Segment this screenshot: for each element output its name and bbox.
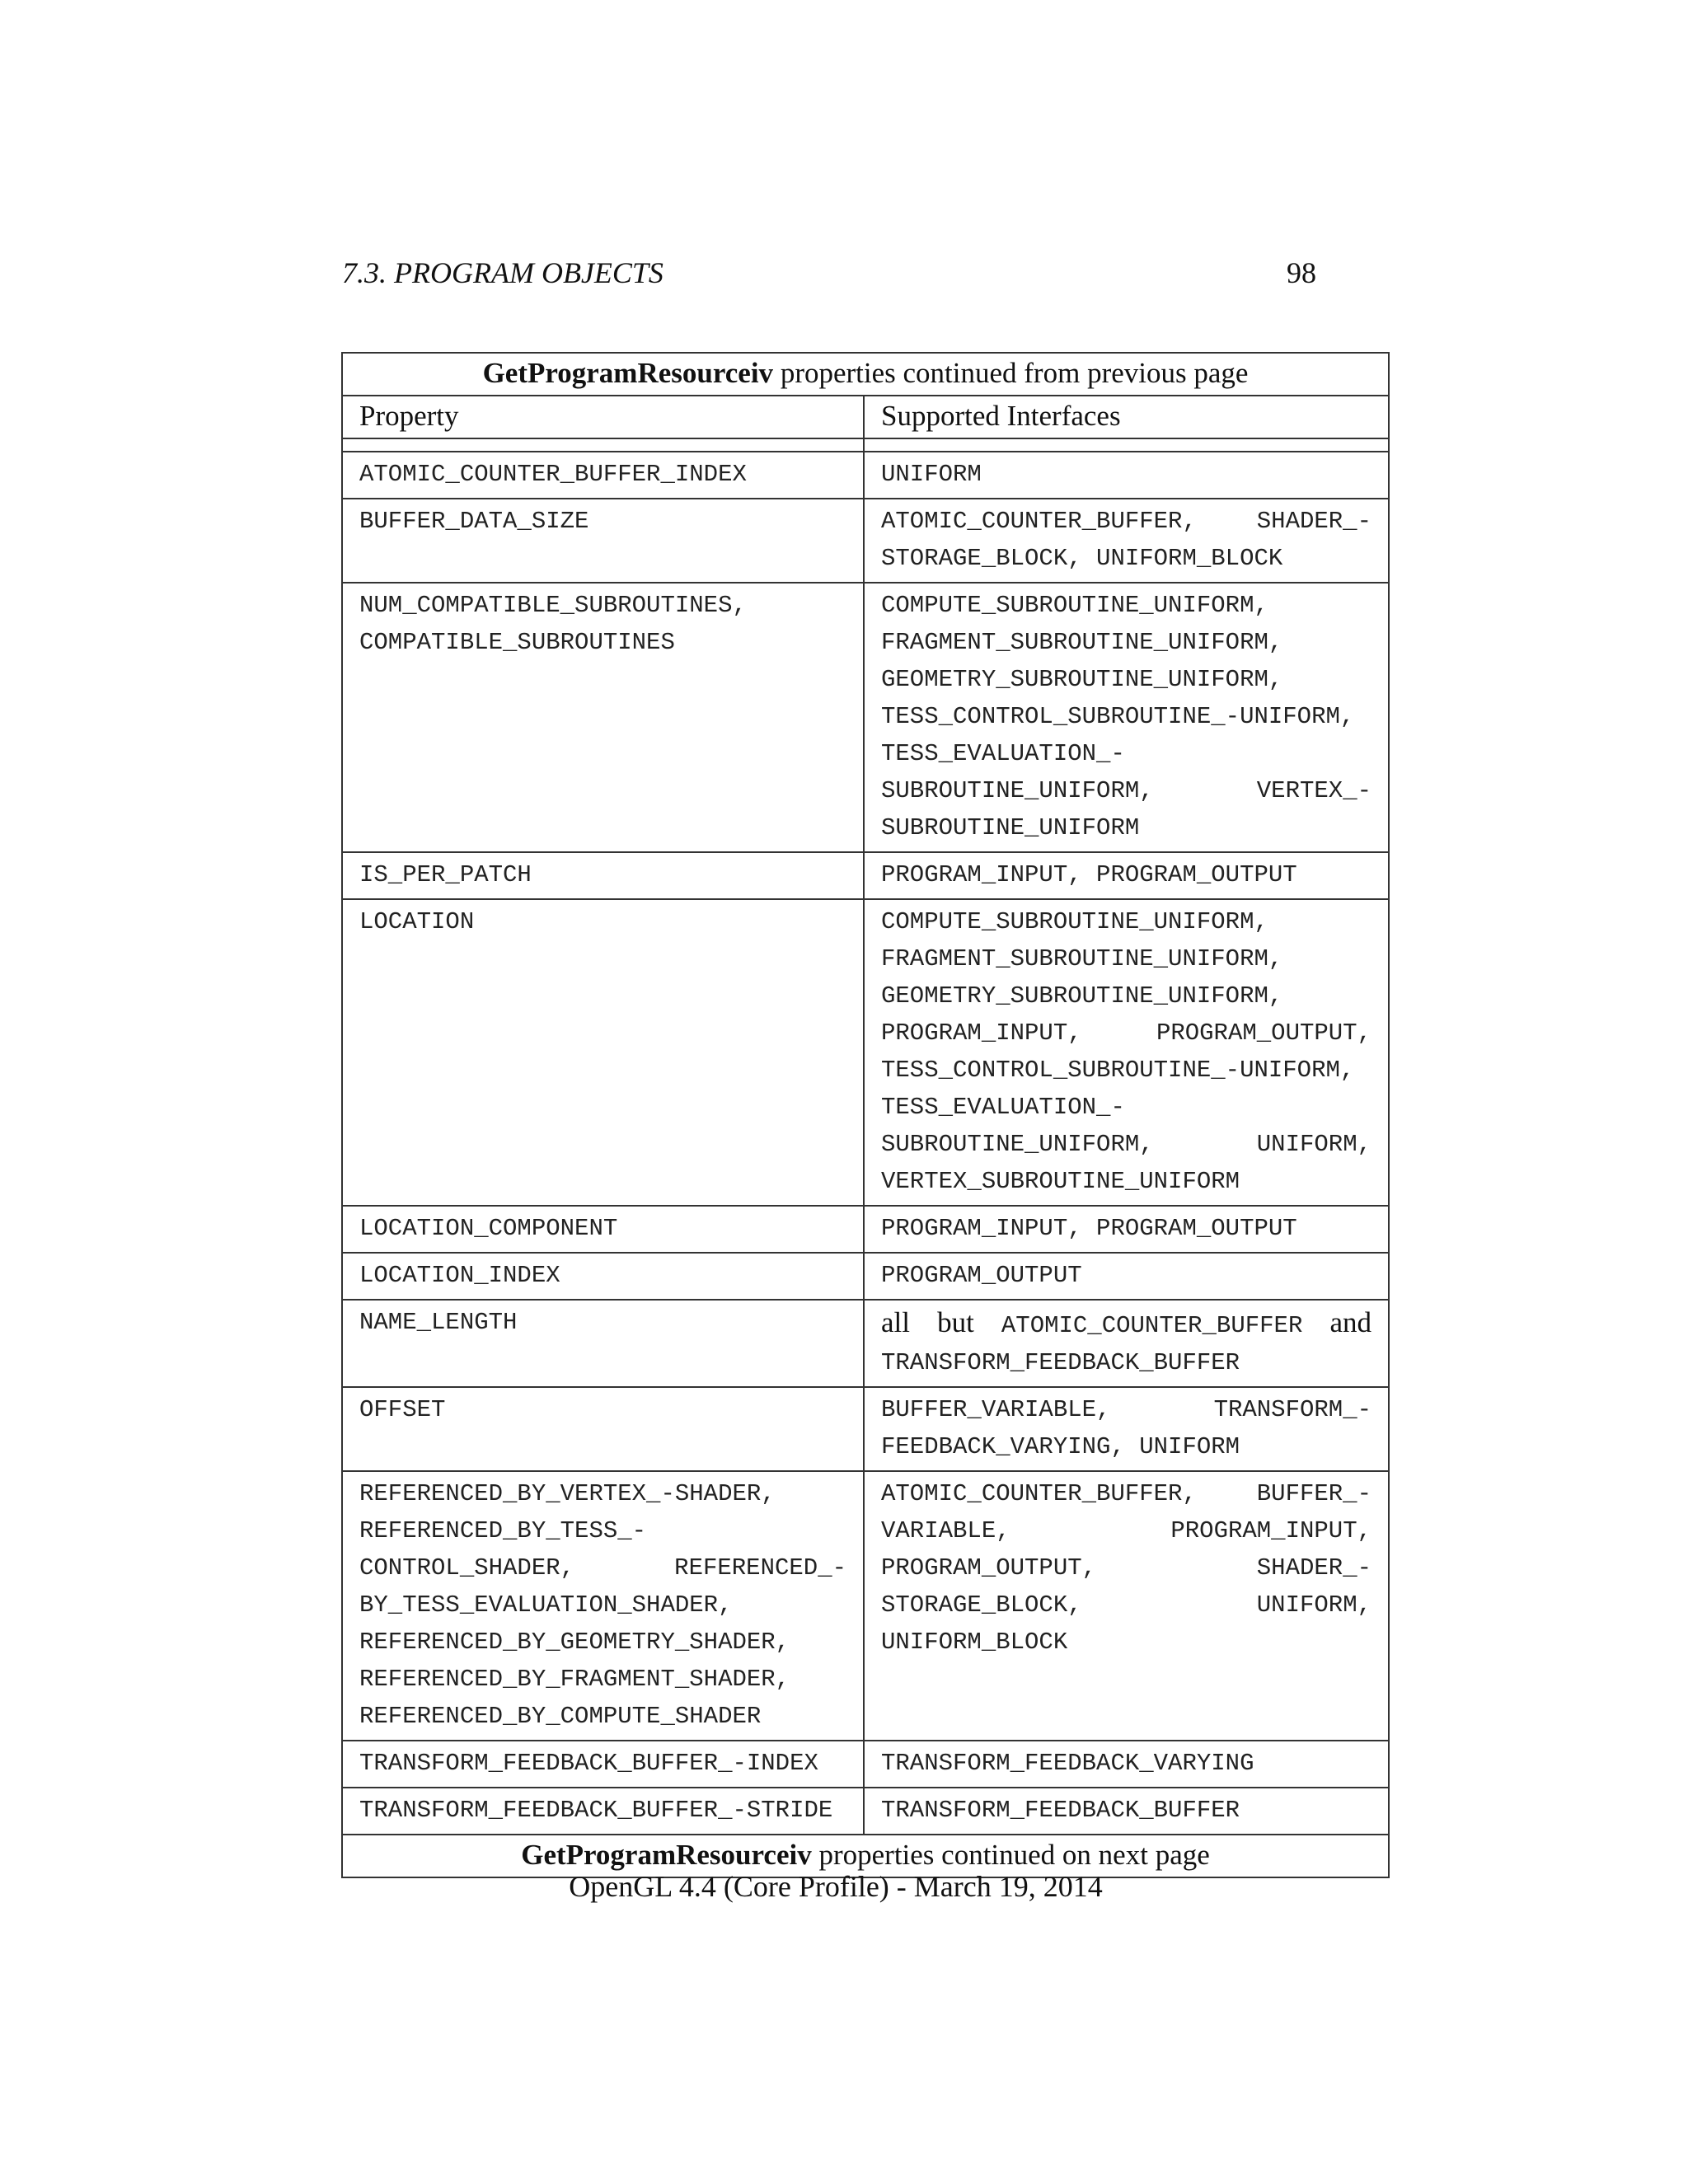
table-row	[342, 583, 1389, 852]
property-cell: NAME_LENGTH	[342, 1300, 864, 1387]
interfaces-conjunction: and	[1302, 1306, 1372, 1338]
column-header-property: Property	[342, 396, 864, 438]
interfaces-cell: TRANSFORM_FEEDBACK_VARYING	[864, 1741, 1389, 1788]
page-footer	[0, 1869, 1688, 1904]
interfaces-cell: ATOMIC_COUNTER_BUFFER, BUFFER_-VARIABLE, PROGRAM_INPUT, PROGRAM_OUTPUT, SHADER_-STORAGE_BLOCK, UNIFORM, UNIFORM_BLOCK	[864, 1471, 1389, 1741]
property-cell: NUM_COMPATIBLE_SUBROUTINES, COMPATIBLE_SUBROUTINES	[342, 583, 864, 852]
property-cell: LOCATION	[342, 899, 864, 1206]
caption-bottom-text: properties continued on next page	[811, 1839, 1210, 1871]
table-row	[342, 899, 1389, 1206]
table-row	[342, 452, 1389, 499]
table-row	[342, 1741, 1389, 1788]
table-caption-top-row	[342, 353, 1389, 396]
interfaces-cell: BUFFER_VARIABLE, TRANSFORM_-FEEDBACK_VARYING, UNIFORM	[864, 1387, 1389, 1471]
table-row	[342, 1387, 1389, 1471]
property-cell: TRANSFORM_FEEDBACK_BUFFER_-STRIDE	[342, 1788, 864, 1835]
table-caption-top	[342, 353, 1389, 396]
property-cell: IS_PER_PATCH	[342, 852, 864, 899]
property-cell: OFFSET	[342, 1387, 864, 1471]
interfaces-cell: PROGRAM_INPUT, PROGRAM_OUTPUT	[864, 1206, 1389, 1253]
header-spacer	[342, 438, 1389, 452]
interfaces-cell: TRANSFORM_FEEDBACK_BUFFER	[864, 1788, 1389, 1835]
property-cell: REFERENCED_BY_VERTEX_-SHADER, REFERENCED_BY_TESS_-CONTROL_SHADER, REFERENCED_-BY_TESS_EVALUATION_SHADER, REFERENCED_BY_GEOMETRY_SHADER, REFERENCED_BY_FRAGMENT_SHADER, REFERENCED_BY_COMPUTE_SHADER	[342, 1471, 864, 1741]
interfaces-cell: ATOMIC_COUNTER_BUFFER, SHADER_-STORAGE_BLOCK, UNIFORM_BLOCK	[864, 499, 1389, 583]
caption-top-text: properties continued from previous page	[773, 357, 1249, 389]
interfaces-code: TRANSFORM_FEEDBACK_BUFFER	[881, 1349, 1240, 1376]
table-row	[342, 499, 1389, 583]
section-title: 7.3. PROGRAM OBJECTS	[342, 256, 663, 289]
footer-text: OpenGL 4.4 (Core Profile) - March 19, 2014	[569, 1870, 1103, 1903]
interfaces-code: ATOMIC_COUNTER_BUFFER	[1001, 1312, 1303, 1339]
property-cell: LOCATION_COMPONENT	[342, 1206, 864, 1253]
interfaces-cell: UNIFORM	[864, 452, 1389, 499]
caption-bottom-function: GetProgramResourceiv	[521, 1839, 812, 1871]
page-number: 98	[1287, 256, 1316, 289]
interfaces-prefix: all but	[881, 1306, 1001, 1338]
properties-table	[341, 352, 1390, 1878]
page-header	[342, 255, 1316, 297]
table-header-row	[342, 396, 1389, 438]
interfaces-cell	[864, 1300, 1389, 1387]
interfaces-cell: COMPUTE_SUBROUTINE_UNIFORM, FRAGMENT_SUBROUTINE_UNIFORM, GEOMETRY_SUBROUTINE_UNIFORM, PROGRAM_INPUT, PROGRAM_OUTPUT, TESS_CONTROL_SUBROUTINE_-UNIFORM, TESS_EVALUATION_-SUBROUTINE_UNIFORM, UNIFORM, VERTEX_SUBROUTINE_UNIFORM	[864, 899, 1389, 1206]
table-row	[342, 852, 1389, 899]
interfaces-cell: COMPUTE_SUBROUTINE_UNIFORM, FRAGMENT_SUBROUTINE_UNIFORM, GEOMETRY_SUBROUTINE_UNIFORM, TESS_CONTROL_SUBROUTINE_-UNIFORM, TESS_EVALUATION_-SUBROUTINE_UNIFORM, VERTEX_-SUBROUTINE_UNIFORM	[864, 583, 1389, 852]
table-row	[342, 1471, 1389, 1741]
table-row	[342, 1253, 1389, 1300]
table-row	[342, 1206, 1389, 1253]
property-cell: BUFFER_DATA_SIZE	[342, 499, 864, 583]
property-cell: TRANSFORM_FEEDBACK_BUFFER_-INDEX	[342, 1741, 864, 1788]
property-cell: LOCATION_INDEX	[342, 1253, 864, 1300]
interfaces-cell: PROGRAM_OUTPUT	[864, 1253, 1389, 1300]
table-row	[342, 1788, 1389, 1835]
caption-top-function: GetProgramResourceiv	[482, 357, 774, 389]
column-header-interfaces: Supported Interfaces	[864, 396, 1389, 438]
property-cell: ATOMIC_COUNTER_BUFFER_INDEX	[342, 452, 864, 499]
table-row	[342, 1300, 1389, 1387]
interfaces-cell: PROGRAM_INPUT, PROGRAM_OUTPUT	[864, 852, 1389, 899]
